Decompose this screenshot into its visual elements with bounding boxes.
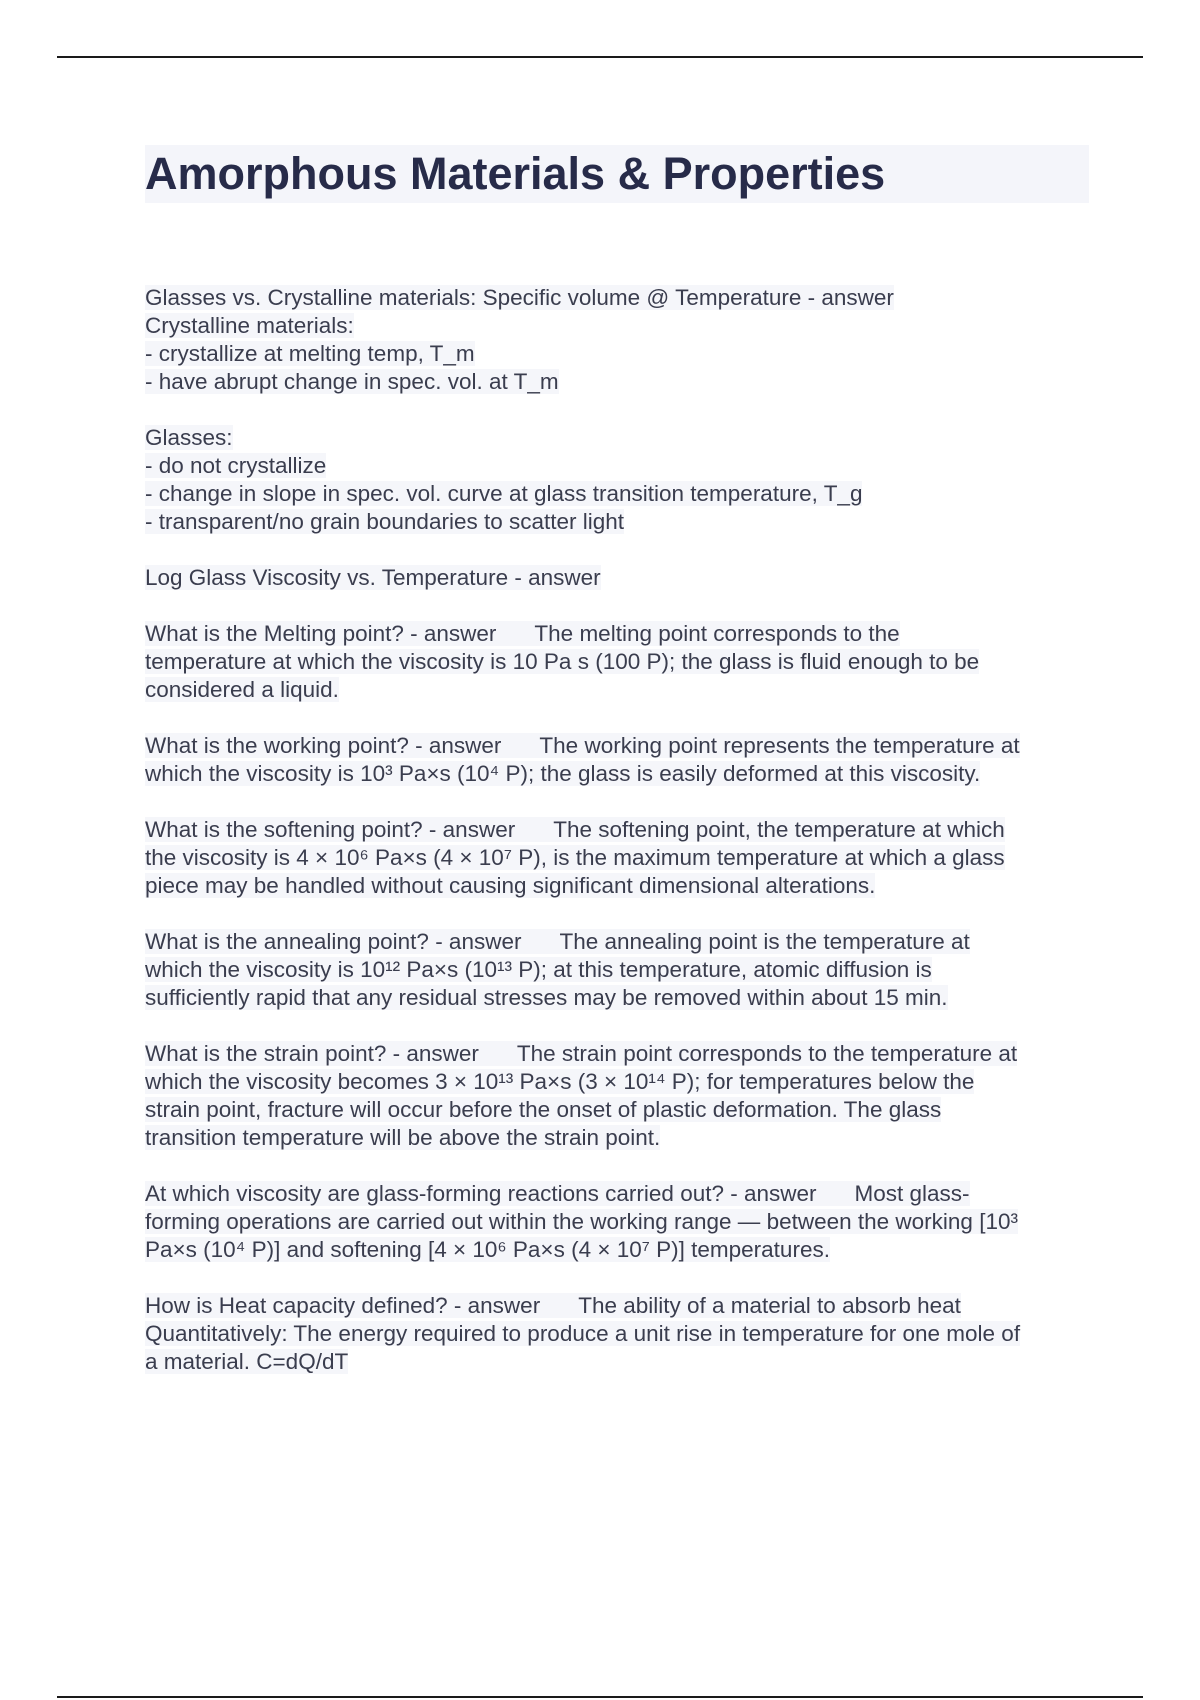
answer-text: Most glass- [854, 1181, 970, 1206]
text-line: sufficiently rapid that any residual stresses may be removed within about 15 min. [145, 985, 948, 1010]
text-line: transition temperature will be above the strain point. [145, 1125, 661, 1150]
text-line: Glasses: [145, 425, 233, 450]
question-text: At which viscosity are glass-forming reactions carried out? - answer [145, 1181, 817, 1206]
qa-heat-capacity [145, 1292, 1095, 1376]
text-line: which the viscosity becomes 3 × 10¹³ Pa×s (3 × 10¹⁴ P); for temperatures below the [145, 1069, 975, 1094]
text-line: - do not crystallize [145, 453, 327, 478]
answer-text: The annealing point is the temperature at [559, 929, 970, 954]
question-text: What is the Melting point? - answer [145, 621, 497, 646]
text-line: - change in slope in spec. vol. curve at glass transition temperature, T_g [145, 481, 863, 506]
qa-softening-point [145, 816, 1095, 900]
text-line: Log Glass Viscosity vs. Temperature - answer [145, 565, 601, 590]
question-text: What is the working point? - answer [145, 733, 502, 758]
answer-text: The melting point corresponds to the [534, 621, 900, 646]
bottom-rule [57, 1696, 1143, 1698]
text-line: the viscosity is 4 × 10⁶ Pa×s (4 × 10⁷ P), is the maximum temperature at which a glass [145, 845, 1005, 870]
answer-text: The working point represents the temperature at [539, 733, 1020, 758]
block-glasses [145, 424, 1095, 536]
text-line: strain point, fracture will occur before the onset of plastic deformation. The glass [145, 1097, 942, 1122]
qa-working-point [145, 732, 1095, 788]
text-line [145, 816, 1095, 844]
top-rule [57, 56, 1143, 58]
text-line: Crystalline materials: [145, 313, 354, 338]
question-text: How is Heat capacity defined? - answer [145, 1293, 541, 1318]
text-line: piece may be handled without causing significant dimensional alterations. [145, 873, 876, 898]
qa-annealing-point [145, 928, 1095, 1012]
qa-glass-forming-viscosity [145, 1180, 1095, 1264]
text-line [145, 1040, 1095, 1068]
text-line: - have abrupt change in spec. vol. at T_m [145, 369, 559, 394]
text-line [145, 1292, 1095, 1320]
answer-text: The ability of a material to absorb heat [578, 1293, 961, 1318]
document-title: Amorphous Materials & Properties [145, 148, 886, 199]
document-body [145, 284, 1095, 1404]
qa-melting-point [145, 620, 1095, 704]
answer-text: The softening point, the temperature at which [553, 817, 1005, 842]
text-line: Pa×s (10⁴ P)] and softening [4 × 10⁶ Pa×s (4 × 10⁷ P)] temperatures. [145, 1237, 830, 1262]
text-line: temperature at which the viscosity is 10 Pa s (100 P); the glass is fluid enough to be [145, 649, 980, 674]
block-log-viscosity [145, 564, 1095, 592]
text-line: - transparent/no grain boundaries to scatter light [145, 509, 625, 534]
text-line: a material. C=dQ/dT [145, 1349, 349, 1374]
text-line: - crystallize at melting temp, T_m [145, 341, 475, 366]
answer-text: The strain point corresponds to the temperature at [516, 1041, 1018, 1066]
text-line [145, 732, 1095, 760]
text-line: which the viscosity is 10¹² Pa×s (10¹³ P); at this temperature, atomic diffusion is [145, 957, 932, 982]
question-text: What is the softening point? - answer [145, 817, 516, 842]
text-line: Glasses vs. Crystalline materials: Specific volume @ Temperature - answer [145, 285, 894, 310]
text-line [145, 620, 1095, 648]
qa-strain-point [145, 1040, 1095, 1152]
text-line [145, 1180, 1095, 1208]
question-text: What is the annealing point? - answer [145, 929, 522, 954]
block-glasses-vs-crystalline [145, 284, 1095, 396]
text-line [145, 928, 1095, 956]
question-text: What is the strain point? - answer [145, 1041, 479, 1066]
text-line: which the viscosity is 10³ Pa×s (10⁴ P); the glass is easily deformed at this viscosity. [145, 761, 981, 786]
text-line: Quantitatively: The energy required to produce a unit rise in temperature for one mole of [145, 1321, 1021, 1346]
text-line: forming operations are carried out within the working range — between the working [10³ [145, 1209, 1018, 1234]
text-line: considered a liquid. [145, 677, 339, 702]
